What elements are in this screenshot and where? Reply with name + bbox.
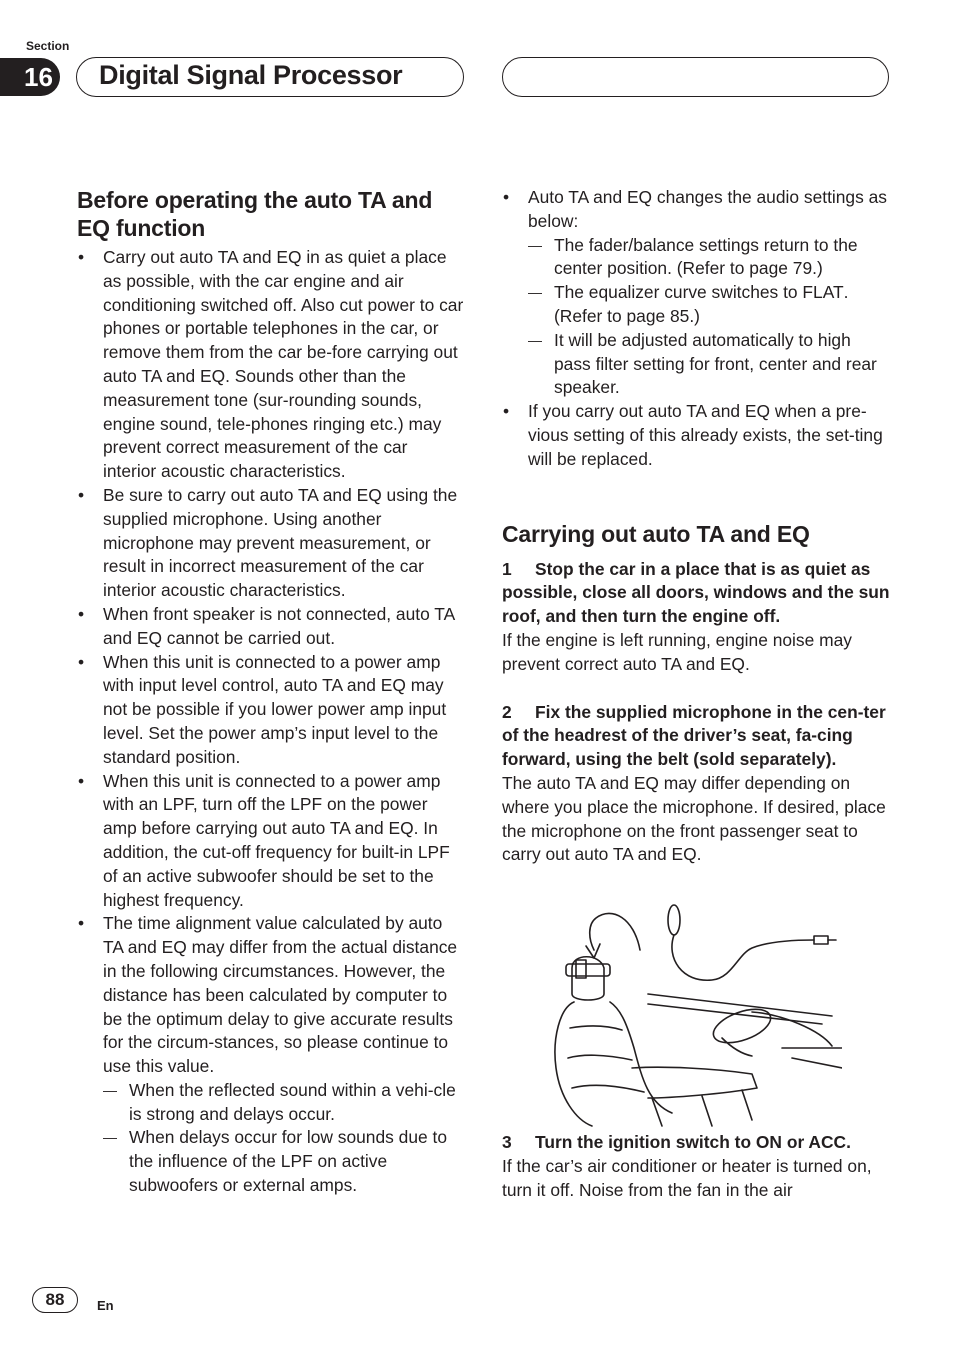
step-2-body: The auto TA and EQ may differ depending on where you place the microphone. If desired, place the microphone on the front passenger seat to carry out auto TA and EQ. — [502, 772, 886, 865]
step-1-title — [502, 558, 892, 629]
sub-list — [528, 234, 892, 401]
sub-list-item — [528, 281, 892, 329]
flat-keyword: FLAT — [802, 282, 844, 303]
list-item: • If you carry out auto TA and EQ when a pre-vious setting of this already exists, the set-ting will be replaced. — [502, 400, 892, 471]
sub-list-text: . (Refer to page 85.) — [554, 282, 849, 326]
list-item: • When this unit is connected to a power amp with input level control, auto TA and EQ may not be possible if you lower power amp input level. Set the power amp’s input level to the standard position. — [77, 651, 465, 770]
step-number: 3 — [502, 1132, 512, 1153]
step-3-title — [502, 1131, 892, 1155]
sub-list-item: — It will be adjusted automatically to high pass filter setting for front, center and rear speaker. — [528, 329, 892, 400]
section-label: Section — [26, 39, 70, 53]
right-heading: Carrying out auto TA and EQ — [502, 520, 810, 547]
sub-list — [103, 1079, 465, 1198]
list-item: • When this unit is connected to a power amp with an LPF, turn off the LPF on the power amp before carrying out auto TA and EQ. In addition, the cut-off frequency for built-in LPF of an active subwoofer should be set to the highest frequency. — [77, 770, 465, 913]
page-title: Digital Signal Processor — [99, 60, 403, 90]
list-item — [77, 912, 465, 1198]
step-2-title — [502, 701, 892, 772]
section-number-badge: 16 — [0, 58, 60, 96]
sub-list-text: The equalizer curve switches to — [554, 282, 803, 303]
microphone-installation-illustration — [552, 898, 842, 1128]
sub-list-item: — The fader/balance settings return to the center position. (Refer to page 79.) — [528, 234, 892, 282]
step-text: Stop the car in a place that is as quiet as possible, close all doors, windows and the sun roof, and then turn the engine off. — [502, 558, 890, 627]
empty-header-box — [502, 57, 889, 97]
sub-list-item: — When the reflected sound within a vehi-cle is strong and delays occur. — [103, 1079, 465, 1127]
list-item: • When front speaker is not connected, auto TA and EQ cannot be carried out. — [77, 603, 465, 651]
settings-list — [502, 186, 892, 472]
page-number: 88 — [32, 1287, 78, 1313]
step-number: 1 — [502, 558, 512, 579]
precaution-list — [77, 246, 465, 1198]
left-heading: Before operating the auto TA and EQ function — [77, 187, 433, 241]
list-item: • Carry out auto TA and EQ in as quiet a place as possible, with the car engine and air conditioning switched off. Also cut power to car phones or portable telephones in the car, or remove them from the car be-fore carrying out auto TA and EQ. Sounds other than the measurement tone (sur-rounding sounds, engine sound, tele-phones ringing etc.) may prevent correct measurement of the car interior acoustic characteristics. — [77, 246, 465, 484]
step-text: Turn the ignition switch to ON or ACC. — [535, 1132, 851, 1153]
left-column — [77, 186, 465, 1198]
sub-list-item: — When delays occur for low sounds due to the influence of the LPF on active subwoofers or external amps. — [103, 1126, 465, 1197]
language-label: En — [97, 1298, 114, 1313]
list-item: • Be sure to carry out auto TA and EQ using the supplied microphone. Using another microphone may prevent measurement, or result in incorrect measurement of the car interior acoustic characteristics. — [77, 484, 465, 603]
step-3-body: If the car’s air conditioner or heater is turned on, turn it off. Noise from the fan in the air — [502, 1155, 872, 1200]
step-text: Fix the supplied microphone in the cen-ter of the headrest of the driver’s seat, fa-cing forward, using the belt (sold separately). — [502, 701, 886, 770]
step-number: 2 — [502, 701, 512, 722]
list-item-text: The time alignment value calculated by auto TA and EQ may differ from the actual distance in the following circumstances. However, the distance has been calculated by computer to be the optimum delay to give accurate results for the circum-stances, so please continue to use this value. — [103, 913, 458, 1077]
title-box — [76, 57, 464, 97]
list-item-text: Auto TA and EQ changes the audio settings as below: — [528, 187, 888, 231]
step-1-body: If the engine is left running, engine noise may prevent correct auto TA and EQ. — [502, 629, 852, 674]
list-item — [502, 186, 892, 400]
